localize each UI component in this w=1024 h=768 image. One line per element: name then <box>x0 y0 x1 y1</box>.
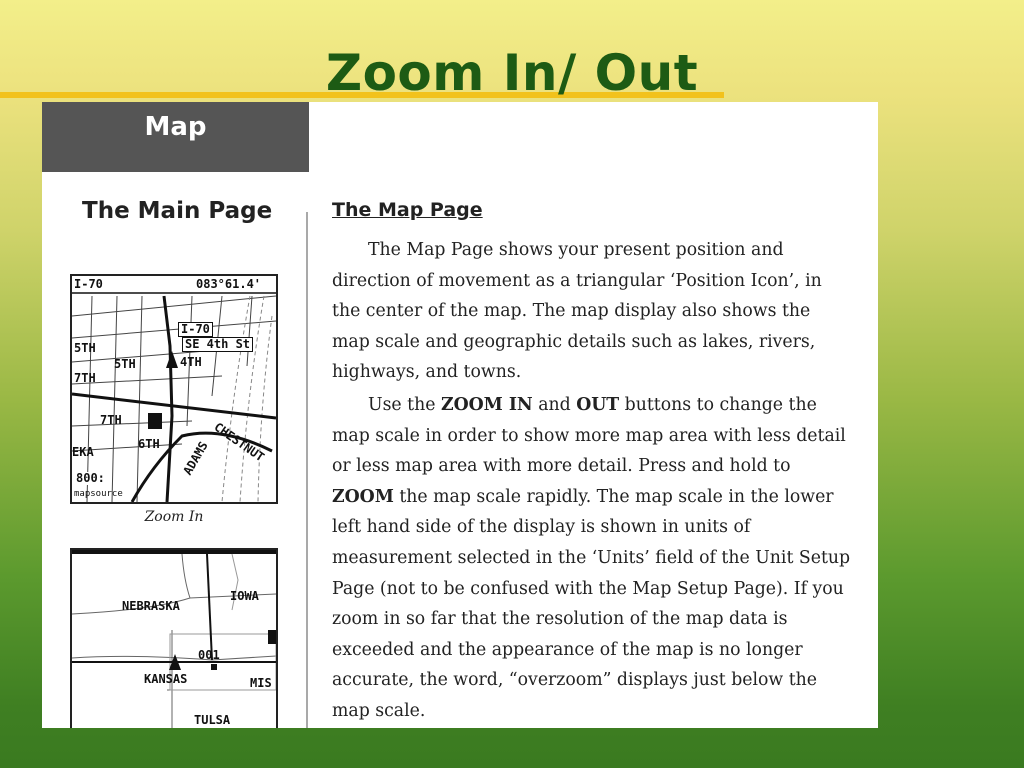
slide-title: Zoom In/ Out <box>325 44 699 102</box>
street-label-6th: 6TH <box>138 437 160 451</box>
zoom-in-map-screen <box>70 274 278 504</box>
street-label-5th: 5TH <box>114 357 136 371</box>
zoom-out-map-screen <box>70 548 278 728</box>
street-label-7th: 7TH <box>74 371 96 385</box>
street-label-adams: ADAMS <box>180 439 211 478</box>
street-label-5th: 5TH <box>74 341 96 355</box>
column-divider <box>306 212 308 728</box>
street-sign-label: SE 4th St <box>182 337 253 352</box>
main-page-heading: The Main Page <box>82 198 273 224</box>
state-label-nebraska: NEBRASKA <box>122 599 180 613</box>
highway-sign-label: I-70 <box>178 322 213 337</box>
map-page-body <box>332 235 852 727</box>
map-scale: 800: <box>76 471 105 485</box>
road-label: I-70 <box>74 277 103 291</box>
street-label-7th: 7TH <box>100 413 122 427</box>
state-label-kansas: KANSAS <box>144 672 188 686</box>
manual-page-scan <box>42 102 878 728</box>
state-label-iowa: IOWA <box>230 589 259 603</box>
map-page-heading: The Map Page <box>332 199 483 221</box>
street-label-4th: 4TH <box>180 355 202 369</box>
street-label-chestnut: CHESTNUT <box>211 419 267 465</box>
street-map-drawing <box>72 276 276 502</box>
section-tab-map: Map <box>42 102 309 172</box>
map-source-brand: mapsource <box>74 489 123 499</box>
route-label: 001 <box>198 648 220 662</box>
city-label-tulsa: TULSA <box>194 713 231 727</box>
zoom-in-caption: Zoom In <box>144 509 204 525</box>
coordinate-readout: 083°61.4' <box>196 277 262 291</box>
city-label: EKA <box>72 445 94 459</box>
region-map-drawing <box>72 550 276 728</box>
paragraph-position-icon: The Map Page shows your present position and direction of movement as a triangular ‘Position Icon’, in the center of the map. The map display also shows the map scale and geographic details such as lakes, rivers, highways, and towns. <box>332 240 822 383</box>
state-label-missouri: MIS <box>250 676 272 690</box>
paragraph-zoom-buttons: Use the ZOOM IN and OUT buttons to change the map scale in order to show more map area with less detail or less map area with more detail. Press and hold to ZOOM the map scale rapidly. The map scale in the lower left hand side of the display is shown in units of measurement selected in the ‘Units’ field of the Unit Setup Page (not to be confused with the Map Setup Page). If you zoom in so far that the resolution of the map data is exceeded and the appearance of the map is no longer accurate, the word, “overzoom” displays just below the map scale. <box>332 394 851 721</box>
